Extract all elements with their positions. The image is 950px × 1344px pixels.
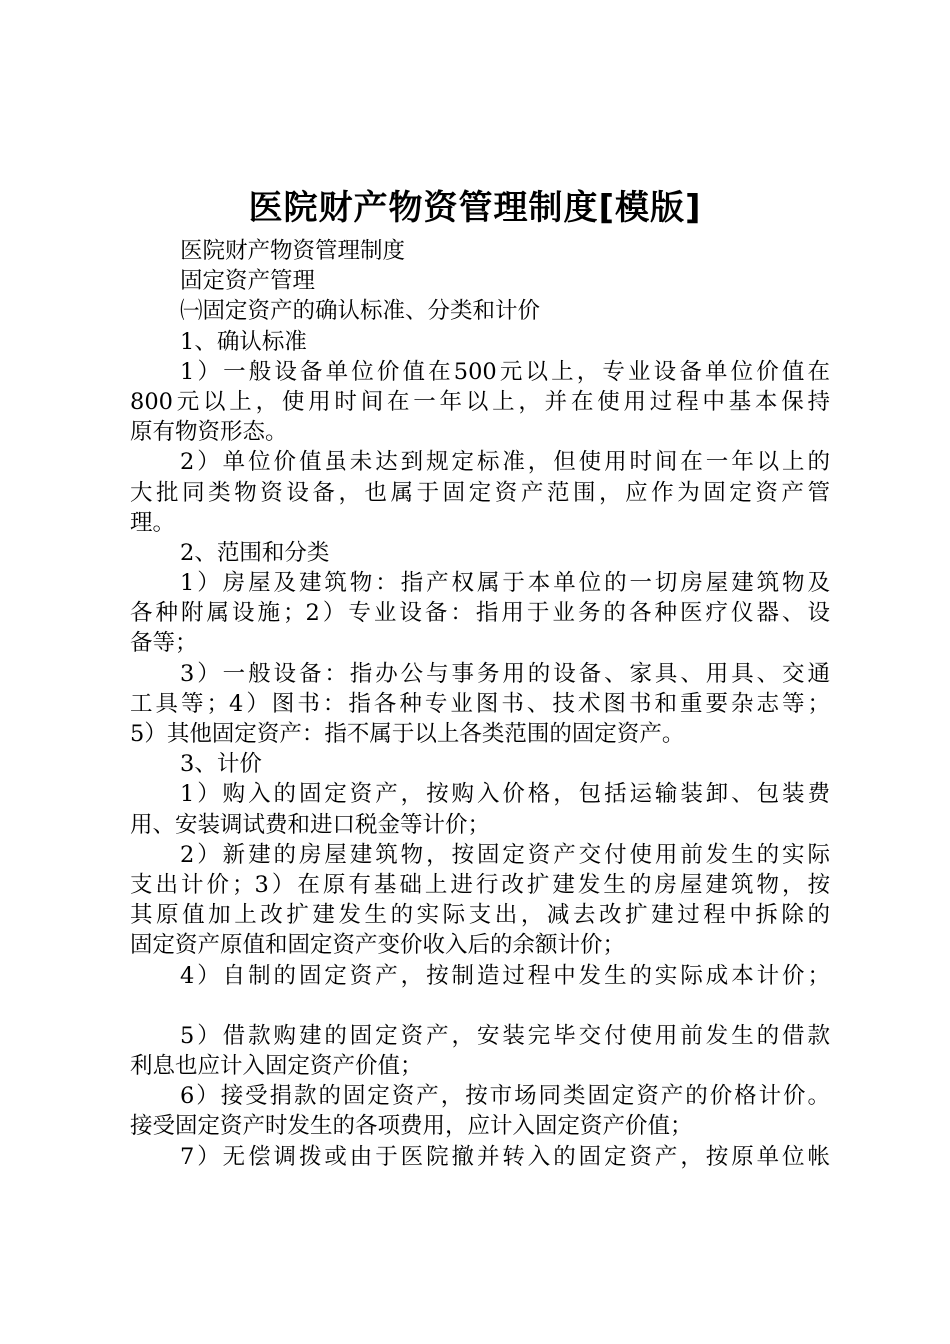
text-line: 3）一般设备：指办公与事务用的设备、家具、用具、交通 bbox=[180, 660, 830, 687]
text-line: 理。 bbox=[130, 509, 176, 536]
text-line: 固定资产管理 bbox=[180, 268, 316, 295]
text-line: 医院财产物资管理制度 bbox=[180, 238, 406, 264]
text-line: 大批同类物资设备，也属于固定资产范围，应作为固定资产管 bbox=[130, 479, 830, 506]
text-line: 2）单位价值虽未达到规定标准，但使用时间在一年以上的 bbox=[180, 449, 830, 476]
text-line: 6）接受捐款的固定资产，按市场同类固定资产的价格计价。 bbox=[180, 1083, 830, 1110]
text-line: 1、确认标准 bbox=[180, 328, 307, 355]
text-line: 其原值加上改扩建发生的实际支出，减去改扩建过程中拆除的 bbox=[130, 902, 830, 929]
text-line: 2、范围和分类 bbox=[180, 539, 330, 566]
text-line: 1）一般设备单位价值在500元以上，专业设备单位价值在 bbox=[180, 358, 830, 385]
text-line: 4）自制的固定资产，按制造过程中发生的实际成本计价； bbox=[180, 962, 830, 989]
text-line: 3、计价 bbox=[180, 751, 262, 778]
text-line: 5）其他固定资产：指不属于以上各类范围的固定资产。 bbox=[130, 721, 685, 747]
blank-line bbox=[130, 991, 830, 1021]
document-body bbox=[130, 236, 830, 1172]
text-line: 接受固定资产时发生的各项费用，应计入固定资产价值； bbox=[130, 1113, 693, 1140]
text-line: 5）借款购建的固定资产，安装完毕交付使用前发生的借款 bbox=[180, 1022, 830, 1049]
text-line: 备等； bbox=[130, 630, 198, 657]
text-line: 1）购入的固定资产，按购入价格，包括运输装卸、包装费 bbox=[180, 781, 830, 808]
text-line: 各种附属设施；2）专业设备：指用于业务的各种医疗仪器、设 bbox=[130, 600, 830, 627]
text-line: ㈠固定资产的确认标准、分类和计价 bbox=[180, 298, 541, 325]
text-line: 支出计价；3）在原有基础上进行改扩建发生的房屋建筑物，按 bbox=[130, 871, 830, 898]
text-line: 800元以上，使用时间在一年以上，并在使用过程中基本保持 bbox=[130, 388, 830, 415]
text-line: 固定资产原值和固定资产变价收入后的余额计价； bbox=[130, 932, 626, 959]
text-line: 2）新建的房屋建筑物，按固定资产交付使用前发生的实际 bbox=[180, 841, 830, 868]
document-title: 医院财产物资管理制度[模版] bbox=[248, 188, 702, 228]
text-line: 原有物资形态。 bbox=[130, 419, 288, 446]
text-line: 利息也应计入固定资产价值； bbox=[130, 1053, 423, 1080]
text-line: 1）房屋及建筑物：指产权属于本单位的一切房屋建筑物及 bbox=[180, 570, 830, 597]
text-line: 工具等；4）图书：指各种专业图书、技术图书和重要杂志等； bbox=[130, 690, 830, 717]
text-line: 用、安装调试费和进口税金等计价； bbox=[130, 811, 491, 838]
text-line: 7）无偿调拨或由于医院撤并转入的固定资产，按原单位帐 bbox=[180, 1143, 830, 1170]
